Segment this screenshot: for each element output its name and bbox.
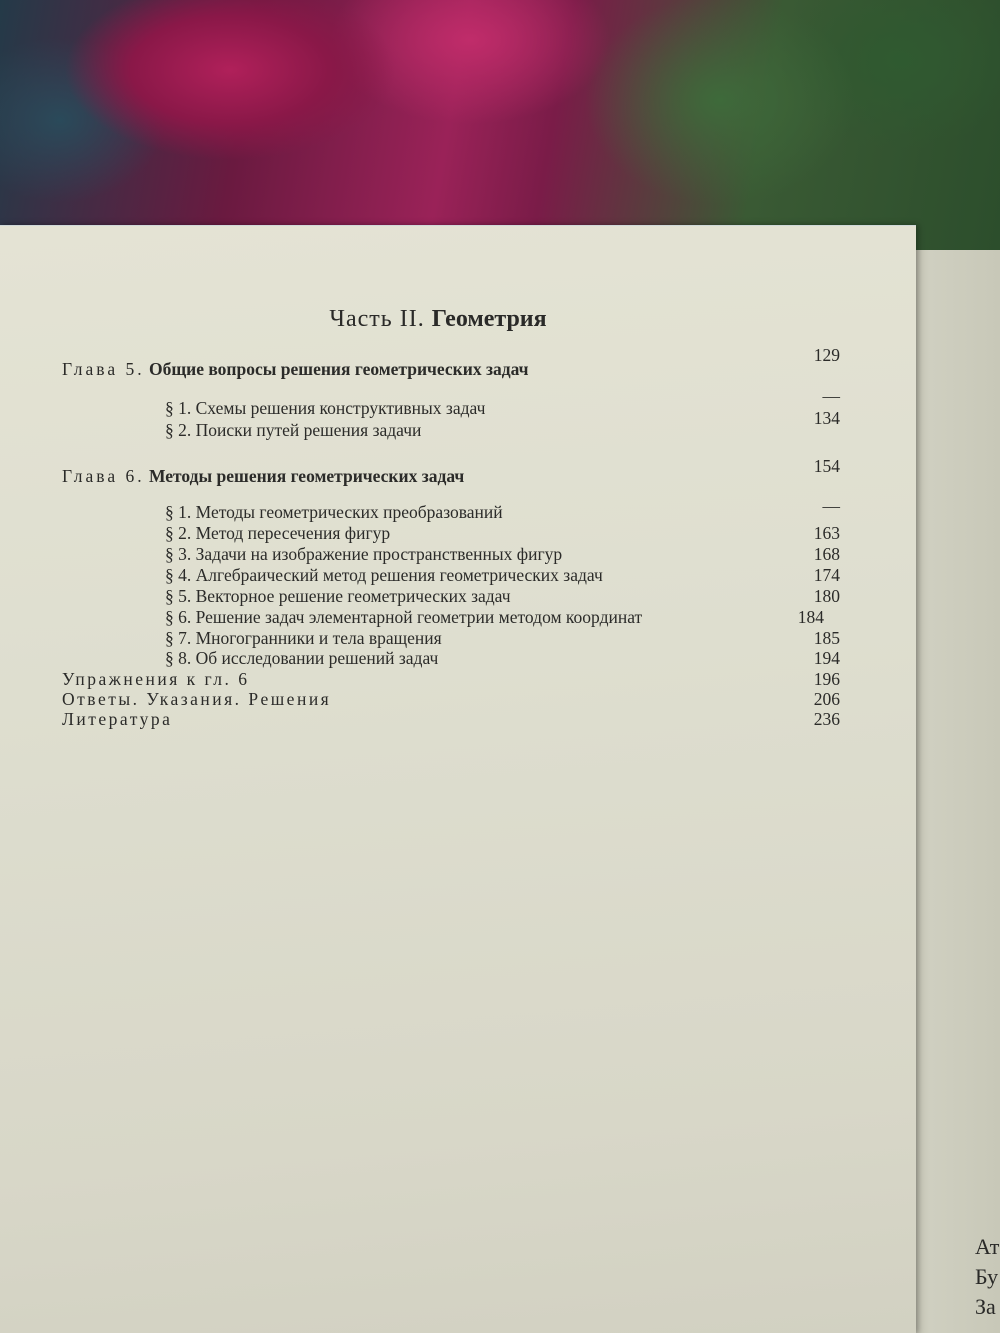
part-title <box>0 306 876 333</box>
page-number: 185 <box>813 628 840 648</box>
page-number: 180 <box>813 586 840 606</box>
adjacent-line: Ат <box>975 1234 1000 1259</box>
toc-section <box>0 496 900 524</box>
chapter-prefix: Глава 5. <box>62 359 145 379</box>
background-fabric <box>0 0 1000 260</box>
page-number: 206 <box>813 689 840 709</box>
entry-title: Литература <box>62 709 173 729</box>
adjacent-page-text <box>975 1232 999 1322</box>
page-number: — <box>822 496 840 516</box>
chapter-title: Общие вопросы решения геометрических задач <box>148 359 529 379</box>
section-title: § 8. Об исследовании решений задач <box>165 648 439 668</box>
entry-title: Ответы. Указания. Решения <box>62 689 332 709</box>
chapter-title: Методы решения геометрических задач <box>148 466 465 486</box>
page-number: 163 <box>813 523 840 543</box>
section-title: § 1. Методы геометрических преобразований <box>165 502 503 522</box>
adjacent-line: Бу <box>975 1264 999 1289</box>
book-page <box>0 225 916 1333</box>
page-number: 194 <box>813 648 840 668</box>
toc-entry <box>0 689 900 711</box>
section-title: § 5. Векторное решение геометрических задач <box>165 586 511 606</box>
page-number: 129 <box>813 345 840 365</box>
section-title: § 1. Схемы решения конструктивных задач <box>165 398 486 418</box>
toc-chapter <box>0 456 900 488</box>
section-title: § 7. Многогранники и тела вращения <box>165 628 442 648</box>
section-title: § 2. Метод пересечения фигур <box>165 523 391 543</box>
toc-section <box>0 386 900 420</box>
toc-entry <box>0 669 900 691</box>
page-number: 134 <box>813 408 840 428</box>
toc-section <box>0 523 900 545</box>
toc-section <box>0 565 900 587</box>
section-title: § 2. Поиски путей решения задачи <box>165 420 422 440</box>
part-prefix: Часть II. <box>329 306 425 332</box>
page-number: 168 <box>813 544 840 564</box>
page-number: 184 <box>797 607 824 627</box>
part-name: Геометрия <box>431 306 547 332</box>
page-number: 196 <box>813 669 840 689</box>
section-title: § 6. Решение задач элементарной геометрии методом координат <box>165 607 643 627</box>
entry-title: Упражнения к гл. 6 <box>62 669 250 689</box>
chapter-prefix: Глава 6. <box>62 466 145 486</box>
page-number: — <box>822 386 840 406</box>
toc-section <box>0 628 900 650</box>
toc-section <box>0 648 900 670</box>
section-title: § 4. Алгебраический метод решения геометрических задач <box>165 565 603 585</box>
toc-entry <box>0 709 900 731</box>
toc-chapter <box>0 345 900 381</box>
page-number: 174 <box>813 565 840 585</box>
toc-section <box>0 544 900 566</box>
adjacent-line: За <box>975 1294 996 1319</box>
section-title: § 3. Задачи на изображение пространственных фигур <box>165 544 563 564</box>
toc-section <box>0 586 900 608</box>
page-number: 154 <box>813 456 840 476</box>
page-number: 236 <box>813 709 840 729</box>
toc-section <box>0 607 900 629</box>
